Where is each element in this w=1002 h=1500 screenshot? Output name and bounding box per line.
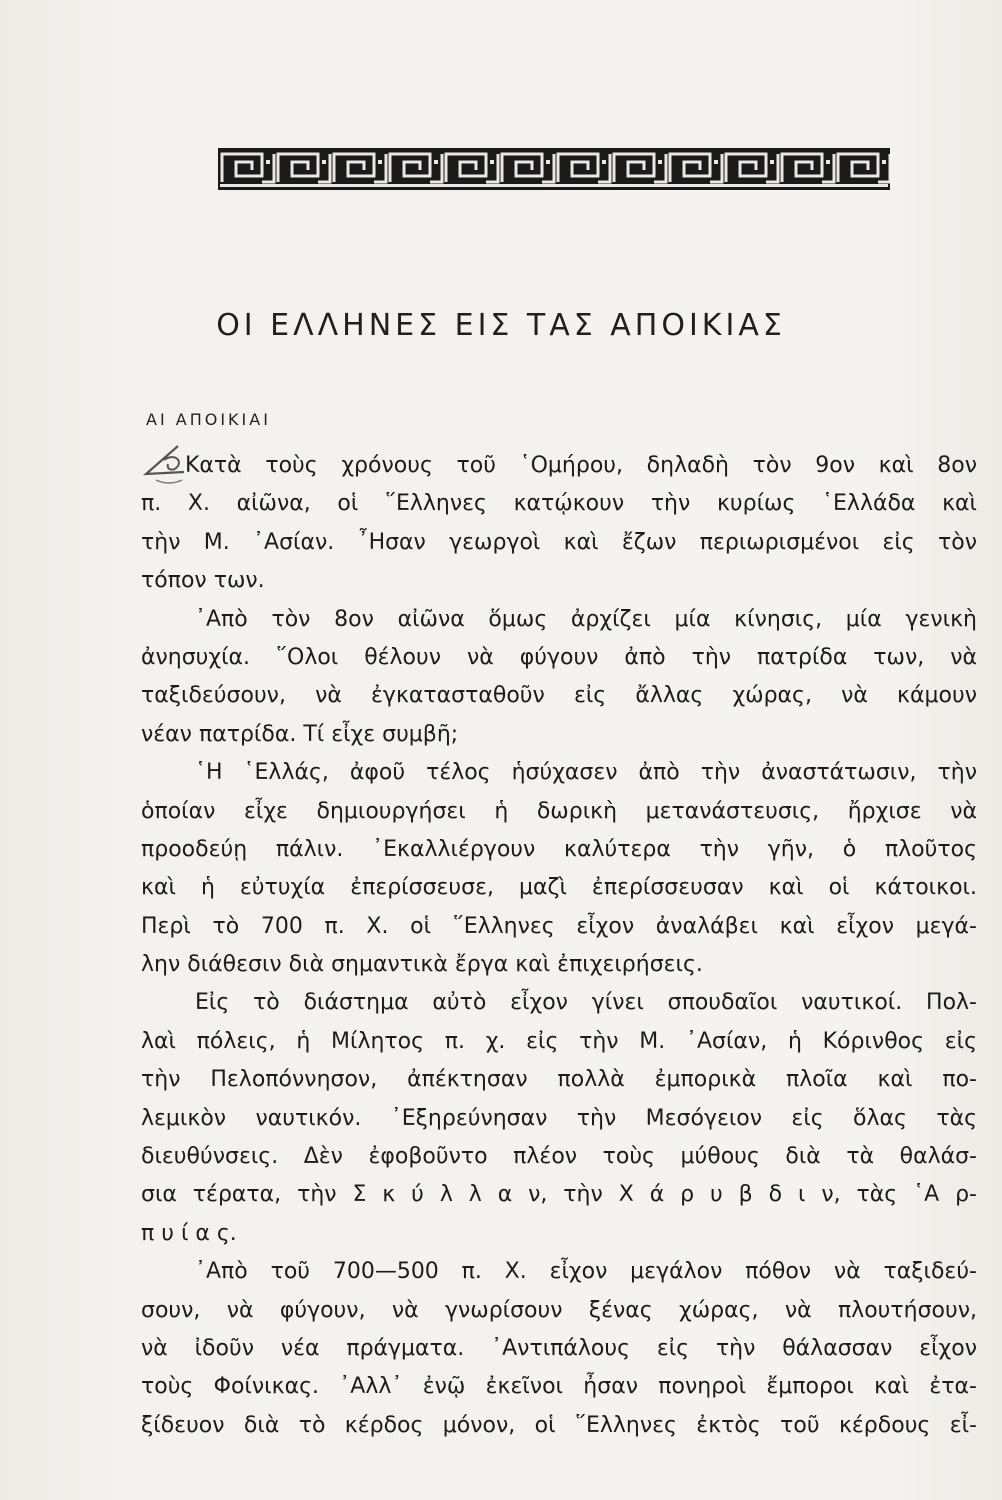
text-line: τόπον των. (141, 568, 265, 594)
text-line: Περὶ τὸ 700 π. Χ. οἱ ῞Ελληνες εἶχον ἀναλάβει καὶ εἶχον μεγά- (141, 913, 977, 939)
body-text (141, 447, 977, 1445)
text-line: ᾿Απὸ τὸν 8ον αἰῶνα ὅμως ἀρχίζει μία κίνησις, μία γενικὴ (195, 606, 977, 632)
text-line: ῾Η ῾Ελλάς, ἀφοῦ τέλος ἡσύχασεν ἀπὸ τὴν ἀναστάτωσιν, τὴν (195, 760, 977, 786)
text-line: σουν, νὰ φύγουν, νὰ γνωρίσουν ξένας χώρας, νὰ πλουτήσουν, (141, 1297, 977, 1323)
text-line: λην διάθεσιν διὰ σημαντικὰ ἔργα καὶ ἐπιχειρήσεις. (141, 952, 703, 978)
text-line: σια τέρατα, τὴν Σ κ ύ λ λ α ν, τὴν Χ ά ρ υ β δ ι ν, τὰς ῾Α ρ- (141, 1182, 977, 1208)
text-line: λεμικὸν ναυτικόν. ᾿Εξηρεύνησαν τὴν Μεσόγειον εἰς ὅλας τὰς (141, 1105, 977, 1131)
text-line: τὴν Πελοπόννησον, ἀπέκτησαν πολλὰ ἐμπορικὰ πλοῖα καὶ πο- (141, 1067, 977, 1093)
text-line: ταξιδεύσουν, νὰ ἐγκατασταθοῦν εἰς ἄλλας χώρας, νὰ κάμουν (141, 683, 977, 709)
text-line: ὁποίαν εἶχε δημιουργήσει ἡ δωρικὴ μετανάστευσις, ἤρχισε νὰ (141, 798, 977, 824)
text-line: τοὺς Φοίνικας. ᾿Αλλ᾿ ἐνῷ ἐκεῖνοι ἦσαν πονηροὶ ἔμποροι καὶ ἐτα- (141, 1374, 977, 1400)
text-line: διευθύνσεις. Δὲν ἐφοβοῦντο πλέον τοὺς μύθους διὰ τὰ θαλάσ- (141, 1144, 977, 1170)
text-line: καὶ ἡ εὐτυχία ἐπερίσσευσε, μαζὶ ἐπερίσσευσαν καὶ οἱ κάτοικοι. (141, 875, 977, 901)
text-line: τὴν Μ. ᾿Ασίαν. ῏Ησαν γεωργοὶ καὶ ἔζων περιωρισμένοι εἰς τὸν (141, 529, 977, 555)
text-line: Εἰς τὸ διάστημα αὐτὸ εἶχον γίνει σπουδαῖοι ναυτικοί. Πολ- (195, 990, 977, 1016)
text-line: προοδεύῃ πάλιν. ᾿Εκαλλιέργουν καλύτερα τὴν γῆν, ὁ πλοῦτος (141, 836, 977, 862)
section-heading: ΑΙ ΑΠΟΙΚΙΑΙ (146, 410, 271, 429)
text-line: ἀνησυχία. ῞Ολοι θέλουν νὰ φύγουν ἀπὸ τὴν πατρίδα των, νὰ (141, 644, 977, 670)
text-line: λαὶ πόλεις, ἡ Μίλητος π. χ. εἰς τὴν Μ. ᾿Ασίαν, ἡ Κόρινθος εἰς (141, 1028, 977, 1054)
greek-key-ornament (218, 148, 890, 190)
text-line: νὰ ἰδοῦν νέα πράγματα. ᾿Αντιπάλους εἰς τὴν θάλασσαν εἶχον (141, 1335, 977, 1361)
text-line: ξίδευον διὰ τὸ κέρδος μόνον, οἱ ῞Ελληνες ἐκτὸς τοῦ κέρδους εἶ- (141, 1412, 977, 1438)
text-line: π υ ί α ς. (141, 1220, 237, 1246)
text-line: ᾿Απὸ τοῦ 700—500 π. Χ. εἶχον μεγάλον πόθον νὰ ταξιδεύ- (195, 1259, 977, 1285)
text-line: π. Χ. αἰῶνα, οἱ ῞Ελληνες κατῴκουν τὴν κυρίως ῾Ελλάδα καὶ (141, 491, 977, 517)
text-line: νέαν πατρίδα. Τί εἶχε συμβῆ; (141, 721, 459, 747)
text-line: Κατὰ τοὺς χρόνους τοῦ ῾Ομήρου, δηλαδὴ τὸν 9ον καὶ 8ον (185, 453, 977, 478)
page-title: ΟΙ ΕΛΛΗΝΕΣ ΕΙΣ ΤΑΣ ΑΠΟΙΚΙΑΣ (216, 308, 786, 343)
